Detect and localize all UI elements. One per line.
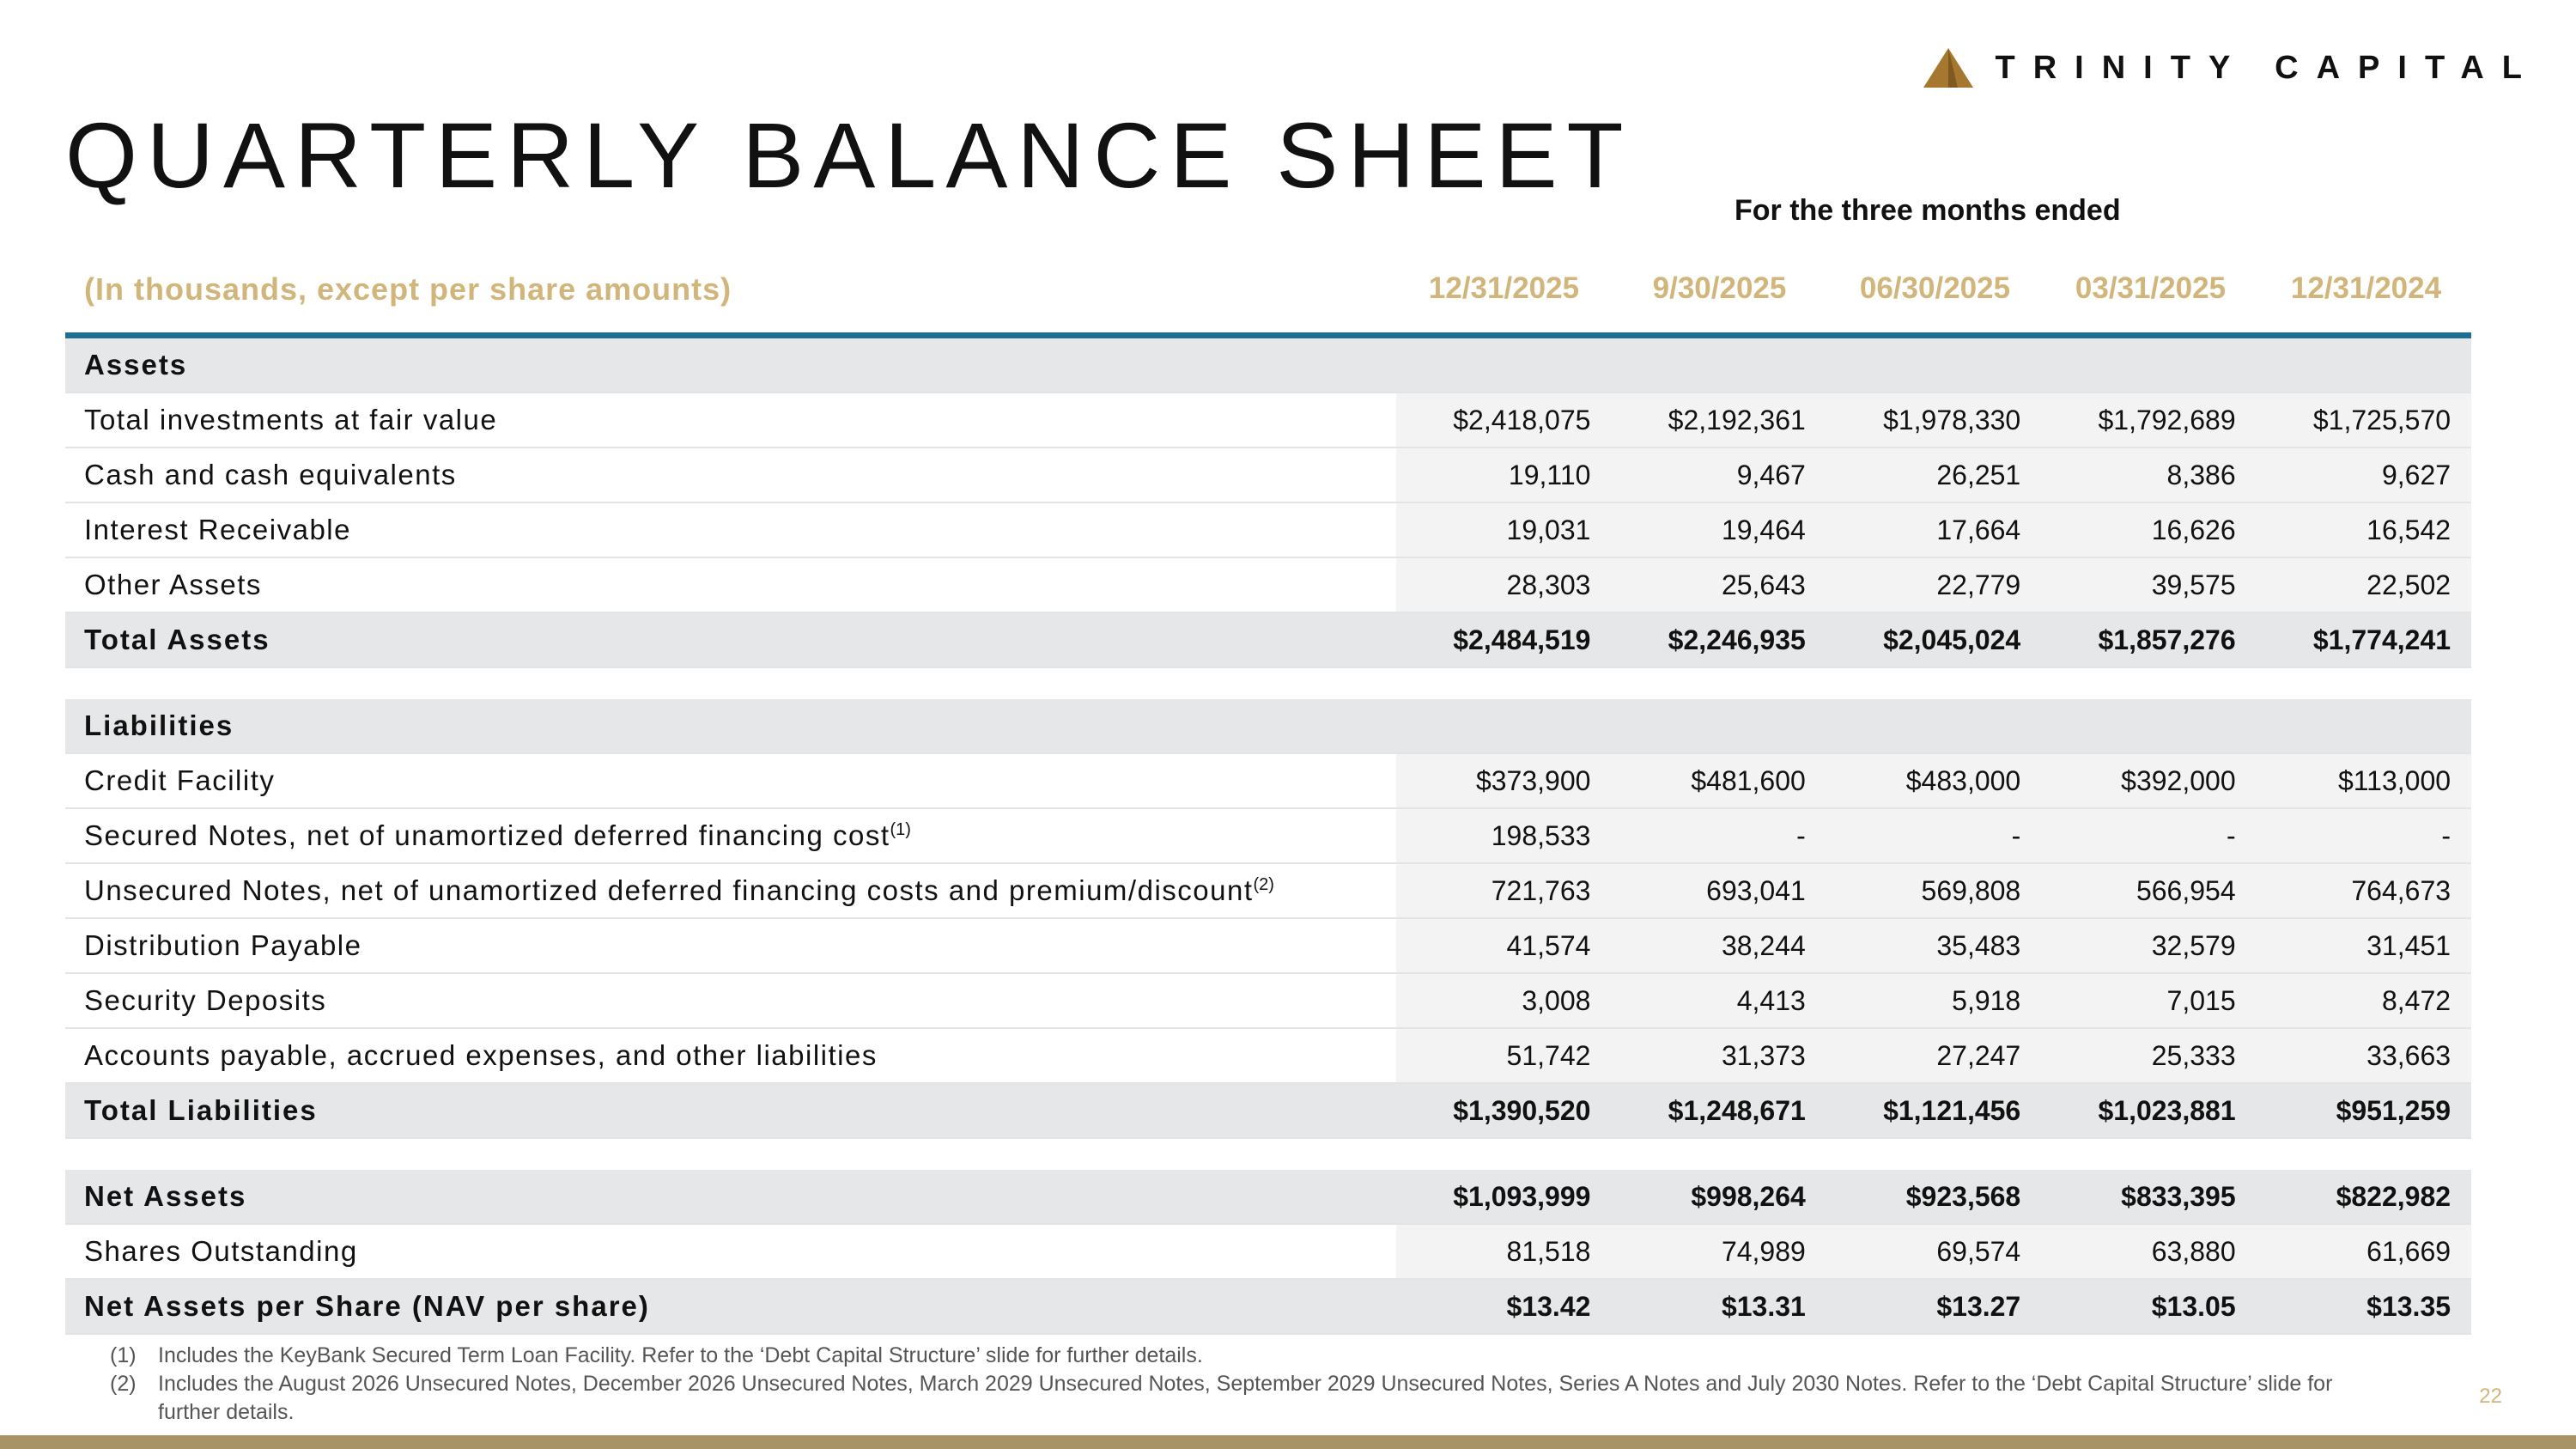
row-values <box>1396 864 2471 917</box>
row-label-text: Other Assets <box>84 569 262 600</box>
column-header-date: 9/30/2025 <box>1652 271 1787 305</box>
page-number: 22 <box>2479 1385 2502 1408</box>
row-values <box>1396 1084 2471 1137</box>
row-values <box>1396 1280 2471 1333</box>
value-cell: $923,568 <box>1905 1181 2021 1212</box>
units-label: (In thousands, except per share amounts) <box>84 271 732 307</box>
column-header-date: 12/31/2025 <box>1428 271 1580 305</box>
value-cell: $951,259 <box>2336 1095 2451 1126</box>
row-label <box>84 514 351 546</box>
table-row <box>65 809 2471 864</box>
value-cell: $13.42 <box>1506 1291 1591 1322</box>
value-cell: 25,333 <box>2151 1040 2236 1071</box>
footnote-text: Includes the August 2026 Unsecured Notes, December 2026 Unsecured Notes, March 2029 Unsecured Notes, September 2029 Unsecured Notes, Series A Notes and July 2030 Notes. Refer to the ‘Debt Capital Structure’ slide for further details. <box>158 1372 2333 1424</box>
value-cell: 51,742 <box>1506 1040 1591 1071</box>
header-divider <box>65 332 2471 338</box>
value-cell: $1,857,276 <box>2098 624 2236 655</box>
row-values <box>1396 613 2471 667</box>
footnote <box>110 1342 2342 1370</box>
row-label-text: Cash and cash equivalents <box>84 459 457 490</box>
row-values <box>1396 754 2471 807</box>
row-label-text: Accounts payable, accrued expenses, and other liabilities <box>84 1039 878 1071</box>
value-cell: $998,264 <box>1691 1181 1806 1212</box>
value-cell: 19,110 <box>1508 460 1591 490</box>
row-spacer <box>65 1139 2471 1170</box>
value-cell: 41,574 <box>1506 930 1591 961</box>
value-cell: 16,626 <box>2151 514 2236 545</box>
table-row <box>65 1029 2471 1084</box>
value-cell: 198,533 <box>1491 820 1591 851</box>
column-header-date: 06/30/2025 <box>1859 271 2011 305</box>
table-row <box>65 503 2471 558</box>
value-cell: $1,121,456 <box>1883 1095 2021 1126</box>
value-cell: 693,041 <box>1706 875 1806 906</box>
value-cell: $13.05 <box>2151 1291 2236 1322</box>
row-label <box>84 1180 246 1213</box>
value-cell: $392,000 <box>2121 765 2236 796</box>
value-cell: 32,579 <box>2151 930 2236 961</box>
total-row <box>65 1084 2471 1139</box>
value-cell: 721,763 <box>1491 875 1591 906</box>
row-values <box>1396 974 2471 1027</box>
value-cell: 33,663 <box>2366 1040 2451 1071</box>
value-cell: 26,251 <box>1936 460 2021 490</box>
value-cell: 25,643 <box>1721 569 1806 600</box>
value-cell: 31,373 <box>1721 1040 1806 1071</box>
row-label-text: Distribution Payable <box>84 929 362 961</box>
value-cell: 8,472 <box>2381 985 2451 1016</box>
row-label <box>84 349 187 381</box>
row-label-text: Net Assets per Share (NAV per share) <box>84 1290 650 1322</box>
value-cell: 19,031 <box>1506 514 1591 545</box>
value-cell: 27,247 <box>1936 1040 2021 1071</box>
value-cell: 81,518 <box>1506 1236 1591 1267</box>
row-values <box>1396 1225 2471 1278</box>
brand-logo <box>1923 48 2540 88</box>
value-cell: - <box>1796 820 1806 851</box>
period-header: For the three months ended <box>1735 194 2121 227</box>
total-row <box>65 1280 2471 1335</box>
table-row <box>65 448 2471 503</box>
value-cell: 3,008 <box>1522 985 1591 1016</box>
value-cell: $13.31 <box>1721 1291 1806 1322</box>
footnote <box>110 1370 2342 1427</box>
value-cell: - <box>2441 820 2451 851</box>
value-cell: 9,627 <box>2381 460 2451 490</box>
section-header-row <box>65 699 2471 754</box>
value-cell: 4,413 <box>1736 985 1806 1016</box>
value-cell: $13.35 <box>2366 1291 2451 1322</box>
footnote-number: (2) <box>110 1372 137 1396</box>
row-label <box>84 569 262 601</box>
value-cell: 764,673 <box>2351 875 2451 906</box>
value-cell: $483,000 <box>1905 765 2021 796</box>
row-label-text: Secured Notes, net of unamortized deferred financing cost <box>84 819 890 851</box>
value-cell: $1,978,330 <box>1883 405 2021 435</box>
row-values <box>1396 919 2471 972</box>
row-label-text: Security Deposits <box>84 984 327 1016</box>
row-values <box>1396 558 2471 612</box>
value-cell: $13.27 <box>1936 1291 2021 1322</box>
value-cell: $2,418,075 <box>1453 405 1591 435</box>
value-cell: 28,303 <box>1506 569 1591 600</box>
table-row <box>65 754 2471 809</box>
value-cell: 74,989 <box>1721 1236 1806 1267</box>
table-row <box>65 393 2471 448</box>
value-cell: 35,483 <box>1936 930 2021 961</box>
value-cell: 569,808 <box>1921 875 2021 906</box>
table-row <box>65 919 2471 974</box>
row-label-text: Net Assets <box>84 1180 247 1212</box>
balance-sheet-table <box>65 338 2471 1335</box>
row-label <box>84 1235 358 1268</box>
value-cell: $1,774,241 <box>2312 624 2451 655</box>
total-row <box>65 1170 2471 1225</box>
value-cell: - <box>2011 820 2021 851</box>
value-cell: $1,390,520 <box>1453 1095 1591 1126</box>
value-cell: $1,792,689 <box>2098 405 2236 435</box>
column-header-date: 12/31/2024 <box>2290 271 2442 305</box>
row-label <box>84 709 234 742</box>
value-cell: - <box>2226 820 2236 851</box>
value-cell: $2,484,519 <box>1453 624 1591 655</box>
value-cell: $822,982 <box>2336 1181 2451 1212</box>
table-row <box>65 1225 2471 1280</box>
value-cell: 22,779 <box>1936 569 2021 600</box>
row-label-text: Unsecured Notes, net of unamortized deferred financing costs and premium/discount <box>84 874 1254 906</box>
value-cell: $113,000 <box>2337 765 2451 796</box>
triangle-logo-icon <box>1923 48 1973 88</box>
row-label <box>84 459 457 491</box>
row-label-text: Liabilities <box>84 709 234 741</box>
value-cell: 63,880 <box>2151 1236 2236 1267</box>
row-label <box>84 1094 318 1127</box>
row-label <box>84 984 326 1017</box>
value-cell: 16,542 <box>2366 514 2451 545</box>
value-cell: $2,192,361 <box>1668 405 1806 435</box>
footnote-number: (1) <box>110 1343 137 1367</box>
row-values <box>1396 448 2471 502</box>
value-cell: 69,574 <box>1936 1236 2021 1267</box>
value-cell: 7,015 <box>2166 985 2236 1016</box>
column-header-row <box>65 266 2471 323</box>
value-cell: 17,664 <box>1936 514 2021 545</box>
footnote-text: Includes the KeyBank Secured Term Loan Facility. Refer to the ‘Debt Capital Structure’ slide for further details. <box>158 1343 1203 1367</box>
row-label-text: Total Assets <box>84 624 270 655</box>
value-cell: 61,669 <box>2366 1236 2451 1267</box>
value-cell: 22,502 <box>2366 569 2451 600</box>
value-cell: $1,023,881 <box>2098 1095 2236 1126</box>
value-cell: 31,451 <box>2366 930 2451 961</box>
table-row <box>65 864 2471 919</box>
value-cell: 8,386 <box>2166 460 2236 490</box>
footnotes <box>110 1342 2342 1427</box>
row-values <box>1396 809 2471 862</box>
value-cell: $833,395 <box>2121 1181 2236 1212</box>
row-label <box>84 1290 650 1323</box>
row-values <box>1396 338 2471 392</box>
row-spacer <box>65 668 2471 699</box>
column-header-date: 03/31/2025 <box>2075 271 2227 305</box>
row-label-text: Shares Outstanding <box>84 1235 358 1267</box>
row-label-text: Total investments at fair value <box>84 404 498 435</box>
logo-text: TRINITY CAPITAL <box>1995 49 2540 86</box>
row-label-text: Total Liabilities <box>84 1094 318 1126</box>
row-values <box>1396 699 2471 752</box>
value-cell: $1,248,671 <box>1668 1095 1806 1126</box>
total-row <box>65 613 2471 668</box>
row-label <box>84 764 275 797</box>
row-label <box>84 1039 878 1072</box>
row-values <box>1396 503 2471 557</box>
row-label <box>84 929 362 962</box>
value-cell: $1,093,999 <box>1453 1181 1591 1212</box>
row-values <box>1396 1029 2471 1082</box>
row-label <box>84 819 911 852</box>
value-cell: $2,246,935 <box>1668 624 1806 655</box>
value-cell: 39,575 <box>2151 569 2236 600</box>
value-cell: 9,467 <box>1736 460 1806 490</box>
value-cell: 566,954 <box>2136 875 2236 906</box>
row-label-text: Interest Receivable <box>84 514 351 545</box>
row-values <box>1396 1170 2471 1223</box>
value-cell: $2,045,024 <box>1883 624 2021 655</box>
value-cell: $1,725,570 <box>2312 405 2451 435</box>
row-label <box>84 624 270 656</box>
value-cell: $481,600 <box>1691 765 1806 796</box>
bottom-accent-bar <box>0 1435 2576 1449</box>
table-row <box>65 974 2471 1029</box>
row-label <box>84 404 497 436</box>
value-cell: 19,464 <box>1721 514 1806 545</box>
footnote-marker: (1) <box>890 820 911 839</box>
page-title: QUARTERLY BALANCE SHEET <box>65 103 1633 207</box>
section-header-row <box>65 338 2471 393</box>
value-cell: $373,900 <box>1475 765 1591 796</box>
value-cell: 38,244 <box>1721 930 1806 961</box>
table-row <box>65 558 2471 613</box>
row-label-text: Credit Facility <box>84 764 276 796</box>
row-values <box>1396 393 2471 447</box>
value-cell: 5,918 <box>1952 985 2021 1016</box>
row-label-text: Assets <box>84 349 188 381</box>
row-label <box>84 874 1274 907</box>
footnote-marker: (2) <box>1253 875 1274 894</box>
